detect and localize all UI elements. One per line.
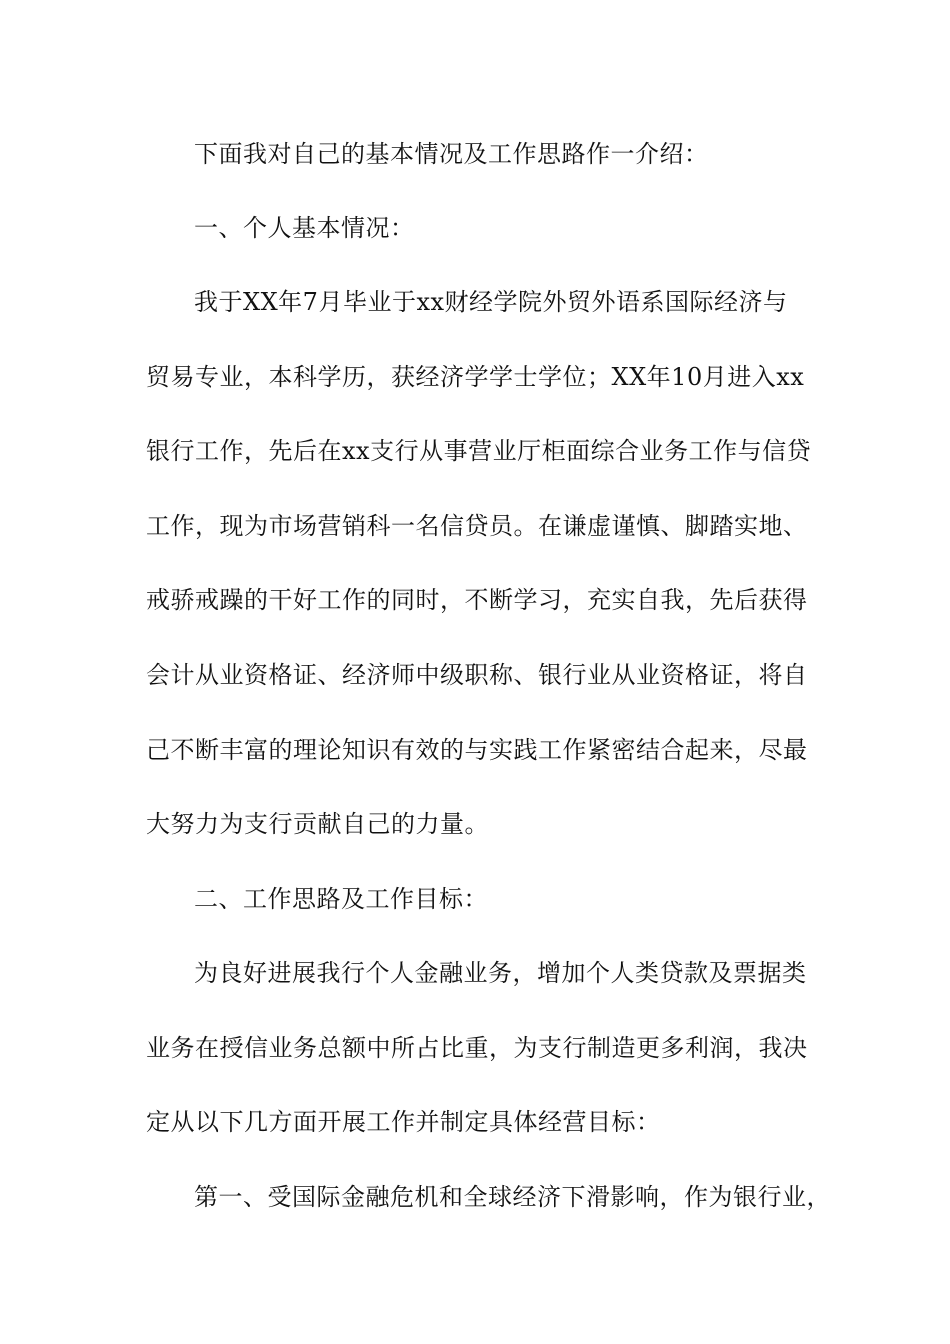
paragraph-line: 业务在授信业务总额中所占比重，为支行制造更多利润，我决 bbox=[146, 1034, 808, 1062]
paragraph-line: 己不断丰富的理论知识有效的与实践工作紧密结合起来，尽最 bbox=[146, 736, 808, 764]
paragraph-line: 工作，现为市场营销科一名信贷员。在谦虚谨慎、脚踏实地、 bbox=[146, 512, 808, 540]
section-heading-work-plan: 二、工作思路及工作目标： bbox=[194, 885, 488, 913]
paragraph-line: 戒骄戒躁的干好工作的同时，不断学习，充实自我，先后获得 bbox=[146, 586, 808, 614]
paragraph-line: 会计从业资格证、经济师中级职称、银行业从业资格证，将自 bbox=[146, 661, 808, 689]
paragraph-line: 银行工作，先后在xx支行从事营业厅柜面综合业务工作与信贷 bbox=[146, 437, 812, 465]
section-heading-personal-info: 一、个人基本情况： bbox=[194, 214, 415, 242]
paragraph-line: 贸易专业，本科学历，获经济学学士学位；XX年10月进入xx bbox=[146, 363, 805, 391]
paragraph-line: 为良好进展我行个人金融业务，增加个人类贷款及票据类 bbox=[194, 959, 807, 987]
paragraph-line: 第一、受国际金融危机和全球经济下滑影响，作为银行业， bbox=[194, 1183, 831, 1211]
paragraph-line: 我于XX年7月毕业于xx财经学院外贸外语系国际经济与 bbox=[194, 288, 788, 316]
paragraph-line: 大努力为支行贡献自己的力量。 bbox=[146, 810, 489, 838]
paragraph-line: 定从以下几方面开展工作并制定具体经营目标： bbox=[146, 1108, 661, 1136]
paragraph-intro-line: 下面我对自己的基本情况及工作思路作一介绍： bbox=[194, 140, 709, 168]
